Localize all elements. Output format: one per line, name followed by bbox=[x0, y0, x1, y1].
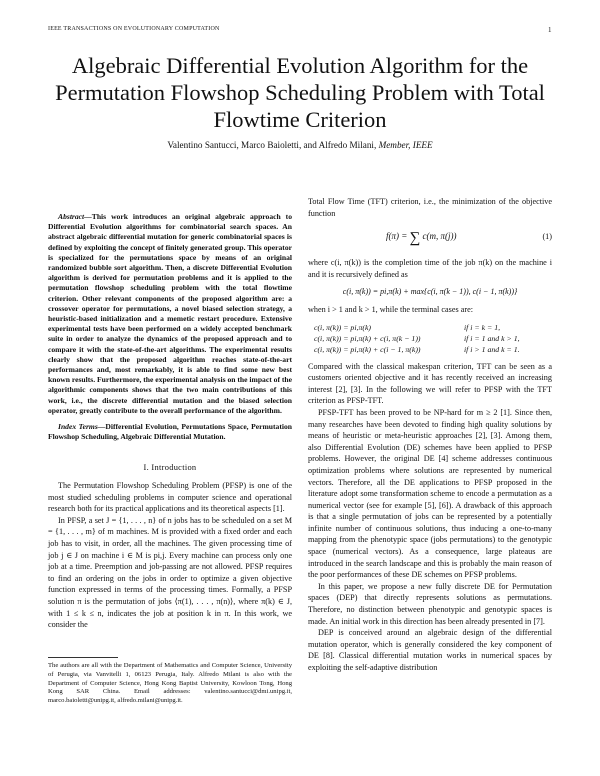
paper-title: Algebraic Differential Evolution Algorithm for the Permutation Flowshop Scheduling Problem with Total Flowtime Criterion bbox=[55, 53, 545, 132]
completion-time-definition: where c(i, π(k)) is the completion time of the job π(k) on the machine i and it is recursively defined as bbox=[308, 258, 552, 279]
author-membership: Member, IEEE bbox=[378, 140, 433, 150]
case-row: c(i, π(k)) = pi,π(k) + c(i − 1, π(k)) if i > 1 and k = 1. bbox=[314, 344, 520, 354]
abstract-text: This work introduces an original algebraic approach to Differential Evolution algorithms for combinatorial search spaces. An abstract algebraic differential mutation for generic combinatorial spaces is defined by exploiting the concept of finitely generated group. This operator is specialized for the permutations space by means of an original randomized bubble sort algorithm. Then, a discrete Differential Evolution algorithm is derived for permutation problems and it is applied to the permutation flowshop scheduling problem with the total flowtime criterion. Other relevant components of the proposed algorithm are: a crossover operator for permutations, a novel biased selection strategy, a heuristic-based initialization and a memetic restart procedure. Extensive experimental tests have been performed on a widely accepted benchmark suite in order to analyze the dynamics of the proposed approach and to compare it with the state-of-the-art algorithms. The experimental results clearly show that the proposed algorithm reaches state-of-the-art performances and, most remarkably, it is able to find some new best known results. Furthermore, the experimental analysis on the impact of the algorithmic components shows that the two main contributions of this work, i.e., the discrete differential mutation and the biased selection operator, greatly contribute to the overall performance of the algorithm. bbox=[48, 212, 292, 415]
author-footnote: The authors are all with the Department of Mathematics and Computer Science, University of Perugia, via Vanvitelli 1, 06123 Perugia, Italy. Alfredo Milani is also with the Department of Computer Science, Hong Kong Baptist University, Kowloon Tong, Hong Kong SAR China. Email addresses: valentino.santucci@dmi.unipg.it, marco.baioletti@unipg.it, alfredo.milani@unipg.it. bbox=[48, 662, 292, 705]
right-paragraph-3: In this paper, we propose a new fully discrete DE for Permutation spaces (DEP) that directly represents solutions as permutations. Therefore, no distinction between phenotypic and genotypic spaces is made. An initial work in this direction has been already presented in [7]. bbox=[308, 581, 552, 626]
right-paragraph-4: DEP is conceived around an algebraic design of the differential mutation operator, which is generally considered the key component of DE [8]. Classical differential mutation works in numerical spaces by exploiting the self-adaptive distribution bbox=[308, 628, 552, 672]
equation-recursive: c(i, π(k)) = pi,π(k) + max{c(i, π(k − 1)), c(i − 1, π(k))} bbox=[342, 287, 518, 297]
case-row: c(i, π(k)) = pi,π(k) + c(i, π(k − 1)) if i = 1 and k > 1, bbox=[314, 333, 520, 343]
running-header: IEEE TRANSACTIONS ON EVOLUTIONARY COMPUTATION bbox=[48, 26, 220, 32]
intro-paragraph-1: The Permutation Flowshop Scheduling Problem (PFSP) is one of the most studied scheduling problems in computer science and operational research both for its practical applications and its theoretical aspects [1]. bbox=[48, 481, 292, 514]
abstract-label: Abstract— bbox=[58, 212, 92, 221]
summation-symbol: ∑ bbox=[409, 230, 421, 247]
equation-1-expression: f(π) = ∑ c(m, π(j)) bbox=[386, 230, 457, 247]
equation-1 bbox=[308, 223, 552, 253]
intro-paragraph-2: In PFSP, a set J = {1, . . . , n} of n jobs has to be scheduled on a set M = {1, . . . , m} of m machines. M is provided with a fixed order and each job has to visit, in order, all the machines. The given processing time of job j ∈ J on machine i ∈ M is pi,j. Every machine can process only one job at a time. Preemption and job-passing are not allowed. PFSP requires to find an ordering on the jobs in order to optimize a given objective function expressed in terms of the processing times. Formally, a PFSP solution π is the permutation of jobs ⟨π(1), . . . , π(n)⟩, where π(k) ∈ J, with 1 ≤ k ≤ n, indicates the job at position k in π. In this work, we consider the bbox=[48, 515, 292, 630]
page-number: 1 bbox=[548, 26, 552, 34]
abstract bbox=[48, 212, 292, 416]
left-column bbox=[48, 196, 292, 631]
author-names: Valentino Santucci, Marco Baioletti, and Alfredo Milani, bbox=[167, 140, 377, 150]
terminal-cases-intro: when i > 1 and k > 1, while the terminal cases are: bbox=[308, 304, 473, 314]
index-terms bbox=[48, 422, 292, 442]
index-terms-text: —Differential Evolution, Permutations Space, Permutation Flowshop Scheduling, Algebraic Differential Mutation. bbox=[48, 422, 293, 442]
case-row: c(i, π(k)) = pi,π(k) if i = k = 1, bbox=[314, 322, 501, 332]
equation-1-number: (1) bbox=[542, 232, 552, 242]
right-paragraph-2: PFSP-TFT has been proved to be NP-hard for m ≥ 2 [1]. Since then, many researches have been devoted to finding high quality solutions by means of heuristic or meta-heuristic approaches [2], [3]. Among them, also Differential Evolution (DE) schemes have been applied to PFSP problems. However, the original DE [4] scheme addresses continuous optimization problems where solutions are represented by numerical vectors. Therefore, all the DE applications to PFSP proposed in the literature adopt some transformation scheme to encode a permutation as a numerical vector (see for example [5], [6]). A drawback of this approach is that a single permutation of jobs can be represented by a potentially infinite number of continuous solutions, thus inducing a one-to-many mapping from the phenotypic space (jobs permutations) to the genotypic space (numerical vectors). As a consequence, large plateaus are introduced in the search landscape and this is probably the main reason of the poor performances of these DE schemes on PFSP problems. bbox=[308, 407, 552, 580]
right-column bbox=[308, 196, 552, 674]
index-terms-label: Index Terms bbox=[58, 422, 98, 432]
section-heading-introduction: I. Introduction bbox=[143, 463, 197, 473]
tft-intro: Total Flow Time (TFT) criterion, i.e., the minimization of the objective function bbox=[308, 197, 552, 218]
right-paragraph-1: Compared with the classical makespan criterion, TFT can be seen as a customers oriented objective and it has recently received an increasing interest [2], [3]. In the following we will refer to PFSP with the TFT criterion as PFSP-TFT. bbox=[308, 361, 552, 406]
terminal-cases bbox=[314, 322, 552, 355]
footnote-rule bbox=[48, 657, 118, 658]
author-line bbox=[40, 140, 560, 150]
